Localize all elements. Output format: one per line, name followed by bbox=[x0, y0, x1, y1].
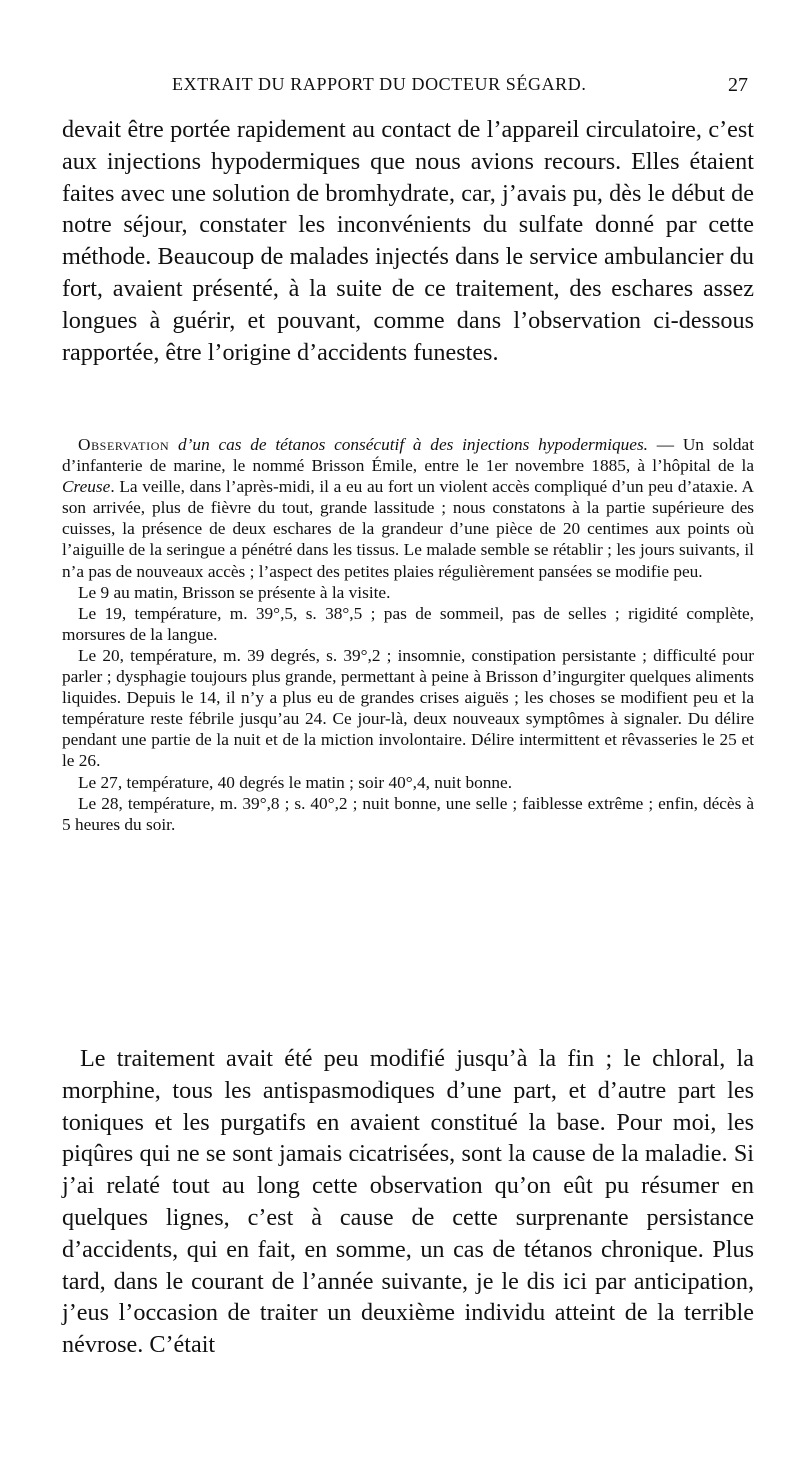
running-header bbox=[62, 74, 754, 104]
observation-entry: Le 19, température, m. 39°,5, s. 38°,5 ; pas de sommeil, pas de selles ; rigidité complète, morsures de la langue. bbox=[62, 603, 754, 644]
text-block-bottom bbox=[62, 1043, 754, 1361]
observation-entry: Le 9 au matin, Brisson se présente à la visite. bbox=[78, 582, 391, 602]
observation-entry: Le 20, température, m. 39 degrés, s. 39°,2 ; insomnie, constipation persistante ; difficulté pour parler ; dysphagie toujours plus grande, permettant à peine à Brisson d’ingurgiter quelques aliments liquides. Depuis le 14, il n’y a plus eu de grandes crises aiguës ; les choses se modifient peu et la température reste fébrile jusqu’au 24. Ce jour-là, deux nouveaux symptômes à signaler. Du délire pendant une partie de la nuit et de la miction involontaire. Délire intermittent et rêvasseries le 25 et le 26. bbox=[62, 645, 754, 771]
observation-intro-text: — Un soldat d’infanterie de marine, le nommé Brisson Émile, entre le 1er novembre 1885, à l’hôpital de la bbox=[62, 435, 754, 476]
text-block-top bbox=[62, 114, 754, 368]
observation-entry: Le 28, température, m. 39°,8 ; s. 40°,2 ; nuit bonne, une selle ; faiblesse extrême ; enfin, décès à 5 heures du soir. bbox=[62, 793, 754, 834]
paragraph-top: devait être portée rapidement au contact de l’appareil circulatoire, c’est aux injections hypodermiques que nous avions recours. Elles étaient faites avec une solution de bromhydrate, car, j’avais pu, dès le début de notre séjour, constater les inconvénients du sulfate donné par cette méthode. Beaucoup de malades injectés dans le service ambulancier du fort, avaient présenté, à la suite de ce traitement, des eschares assez longues à guérir, et pouvant, comme dans l’observation ci-dessous rapportée, être l’origine d’accidents funestes. bbox=[62, 116, 754, 366]
ship-name: Creuse bbox=[62, 477, 111, 497]
observation-entry: Le 27, température, 40 degrés le matin ; soir 40°,4, nuit bonne. bbox=[78, 772, 513, 792]
page-number: 27 bbox=[728, 74, 748, 96]
running-title: EXTRAIT DU RAPPORT DU DOCTEUR SÉGARD. bbox=[172, 74, 587, 94]
observation-rest: . La veille, dans l’après-midi, il a eu au fort un violent accès compliqué d’un peu d’ataxie. A son arrivée, plus de fièvre du tout, grande lassitude ; nous constatons à la partie supérieure des cuisses, la présence de deux eschares de la grandeur d’une pièce de 20 centimes aux points où l’aiguille de la seringue a pénétré dans les tissus. Le malade semble se rétablir ; les jours suivants, il n’a pas de nouveaux accès ; l’aspect des petites plaies régulièrement pansées se modifie peu. bbox=[62, 477, 754, 581]
observation-label: Observation bbox=[78, 435, 170, 454]
observation-block bbox=[62, 434, 754, 835]
observation-intro bbox=[62, 434, 754, 582]
observation-title: d’un cas de tétanos consécutif à des injections hypodermiques. bbox=[178, 435, 648, 454]
paragraph-bottom: Le traitement avait été peu modifié jusqu’à la fin ; le chloral, la morphine, tous les antispasmodiques d’une part, et d’autre part les toniques et les purgatifs en avaient constitué la base. Pour moi, les piqûres qui ne se sont jamais cicatrisées, sont la cause de la maladie. Si j’ai relaté tout au long cette observation qu’on eût pu résumer en quelques lignes, c’est à cause de cette surprenante persistance d’accidents, qui en fait, en somme, un cas de tétanos chronique. Plus tard, dans le courant de l’année suivante, je le dis ici par anticipation, j’eus l’occasion de traiter un deuxième individu atteint de la terrible névrose. C’était bbox=[62, 1045, 754, 1359]
